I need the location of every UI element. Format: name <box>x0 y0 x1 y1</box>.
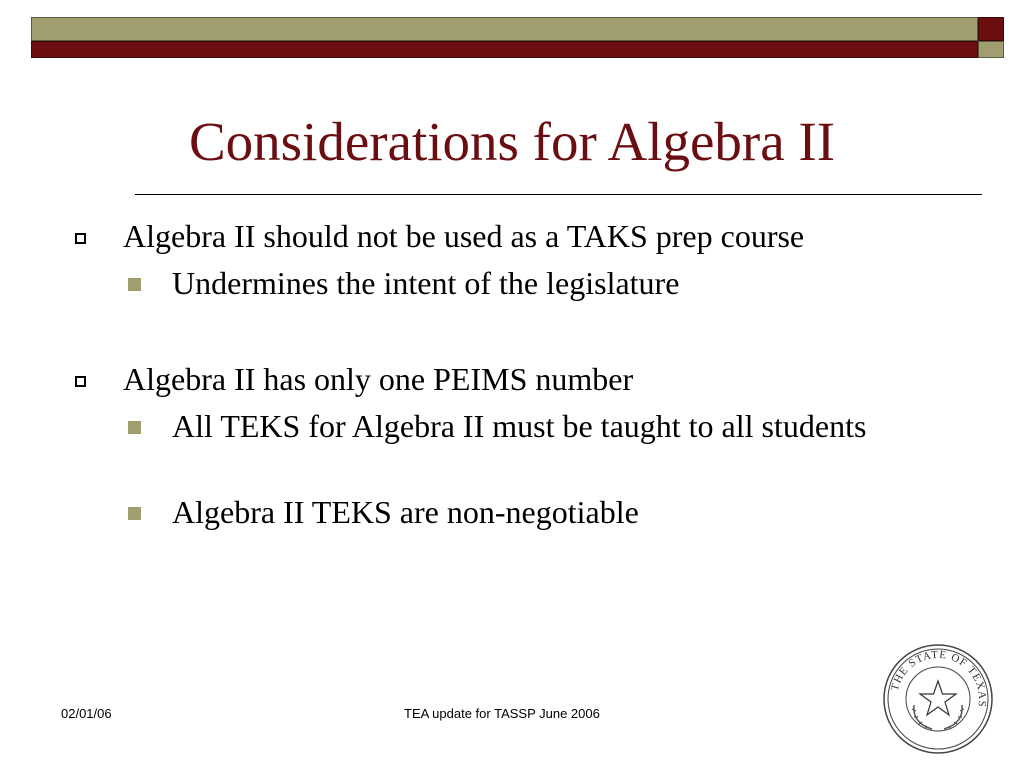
bullet-item: Algebra II should not be used as a TAKS prep course <box>123 218 805 254</box>
sub-bullet-item: Algebra II TEKS are non-negotiable <box>172 494 639 530</box>
header-square-maroon <box>978 17 1004 41</box>
footer-center-text: TEA update for TASSP June 2006 <box>404 706 600 721</box>
footer-date: 02/01/06 <box>61 706 112 721</box>
bullet-item: Algebra II has only one PEIMS number <box>123 361 634 397</box>
texas-seal-icon <box>882 643 994 755</box>
hollow-square-bullet-icon <box>75 376 86 387</box>
hollow-square-bullet-icon <box>75 233 86 244</box>
seal-text: THE STATE OF TEXAS <box>888 648 989 709</box>
title-divider <box>135 194 982 195</box>
header-bar-maroon <box>31 41 978 58</box>
slide-title: Considerations for Algebra II <box>188 111 836 172</box>
square-bullet-icon <box>128 278 141 291</box>
square-bullet-icon <box>128 507 141 520</box>
header-square-olive <box>978 41 1004 58</box>
sub-bullet-item: Undermines the intent of the legislature <box>172 265 680 301</box>
square-bullet-icon <box>128 421 141 434</box>
sub-bullet-item: All TEKS for Algebra II must be taught to all students <box>172 408 867 444</box>
header-bar-olive <box>31 17 978 41</box>
